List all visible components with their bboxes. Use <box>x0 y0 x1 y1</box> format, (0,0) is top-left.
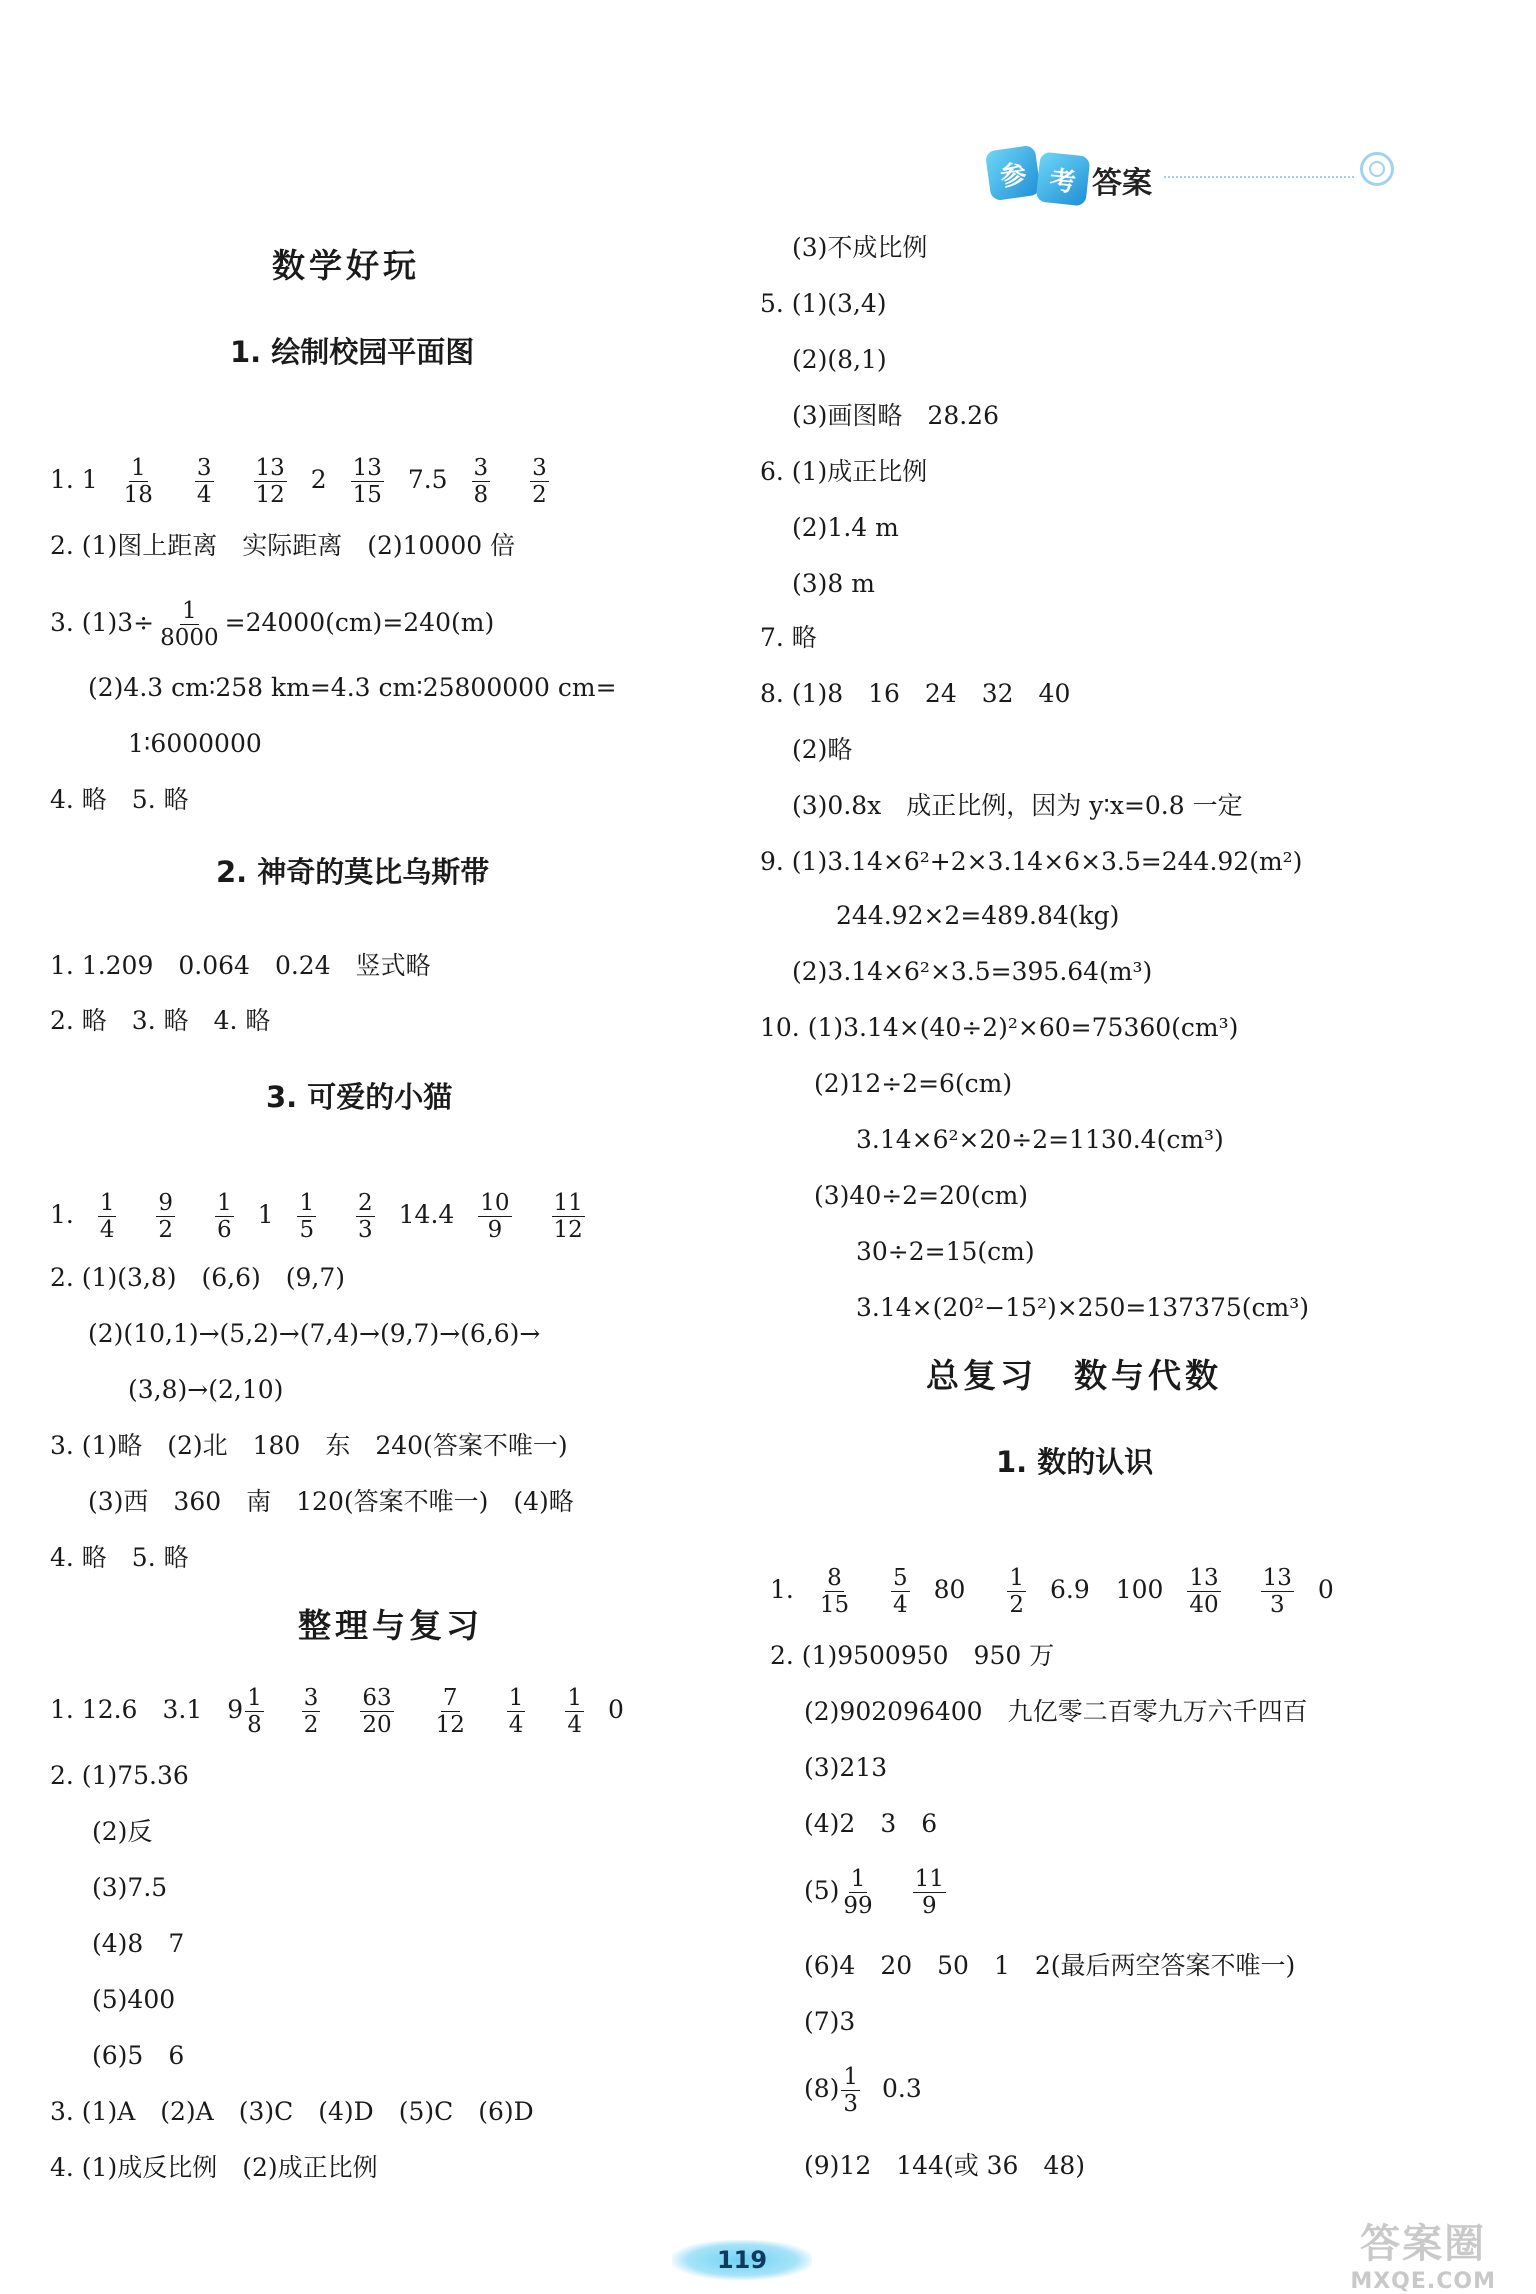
denominator: 4 <box>99 1217 115 1243</box>
numerator: 13 <box>1189 1565 1219 1591</box>
fraction <box>158 598 221 651</box>
r-line-10-5: 30÷2=15(cm) <box>856 1237 1035 1266</box>
numerator: 1 <box>850 1866 866 1892</box>
watermark <box>1350 2212 1496 2294</box>
numerator: 3 <box>196 455 212 481</box>
subsection-title-3: 3. 可爱的小猫 <box>266 1080 453 1114</box>
line-prefix: 1. 12.6 3.1 9 <box>50 1695 244 1724</box>
expr-part: =24000(cm)=240(m) <box>224 608 495 637</box>
r-line-10-1: 10. (1)3.14×(40÷2)²×60=75360(cm³) <box>760 1013 1239 1042</box>
numerator: 1 <box>567 1685 583 1711</box>
numerator: 1 <box>130 455 146 481</box>
numerator: 1 <box>508 1685 524 1711</box>
numerator: 13 <box>352 455 382 481</box>
number-line-2-1: 2. (1)9500950 950 万 <box>770 1641 1055 1670</box>
denominator: 4 <box>567 1712 583 1738</box>
value: 0.3 <box>882 2074 922 2103</box>
denominator: 4 <box>508 1712 524 1738</box>
numerator: 1 <box>299 1190 315 1216</box>
subsection-title-shu: 1. 数的认识 <box>996 1445 1154 1479</box>
review-line-2-3: (3)7.5 <box>92 1873 168 1902</box>
r-line-10-6: 3.14×(20²−15²)×250=137375(cm³) <box>856 1293 1310 1322</box>
r-line-6-3: (3)8 m <box>792 569 875 598</box>
number-line-2-4: (4)2 3 6 <box>804 1809 938 1838</box>
denominator: 4 <box>196 482 212 508</box>
denominator: 18 <box>123 482 153 508</box>
denominator: 99 <box>843 1893 873 1919</box>
denominator: 12 <box>255 482 285 508</box>
fraction <box>297 1190 316 1243</box>
denominator: 9 <box>921 1893 937 1919</box>
value: 2 <box>310 465 327 494</box>
fraction <box>98 1190 117 1243</box>
number-line-2-7: (7)3 <box>804 2007 856 2036</box>
numerator: 1 <box>247 1685 262 1711</box>
denominator: 2 <box>303 1712 319 1738</box>
numerator: 3 <box>473 455 489 481</box>
denominator: 2 <box>1009 1592 1025 1618</box>
review-line-1 <box>50 1685 624 1738</box>
denominator: 3 <box>358 1217 373 1243</box>
r-line-7: 7. 略 <box>760 623 817 652</box>
denominator: 20 <box>362 1712 392 1738</box>
numerator: 1 <box>182 598 197 624</box>
answer-line-3-1 <box>50 1190 601 1243</box>
r-line-10-2: (2)12÷2=6(cm) <box>814 1069 1013 1098</box>
fraction <box>434 1685 467 1738</box>
fraction <box>818 1565 851 1618</box>
page-number: 119 <box>672 2240 812 2280</box>
value: 14.4 <box>398 1200 455 1229</box>
denominator: 12 <box>553 1217 583 1243</box>
denominator: 40 <box>1189 1592 1219 1618</box>
subsection-title-2: 2. 神奇的莫比乌斯带 <box>216 855 490 889</box>
dotted-decoration <box>1164 176 1354 178</box>
denominator: 4 <box>893 1592 908 1618</box>
denominator: 3 <box>1269 1592 1285 1618</box>
denominator: 5 <box>299 1217 315 1243</box>
numerator: 2 <box>358 1190 373 1216</box>
section-title-shuxue: 数学好玩 <box>272 246 420 285</box>
badge-pill-kao: 考 <box>1036 152 1091 207</box>
subsection-title-1: 1. 绘制校园平面图 <box>230 335 475 369</box>
answer-line-1-1 <box>50 455 565 508</box>
r-line-9-2: 244.92×2=489.84(kg) <box>836 901 1120 930</box>
review-line-4: 4. (1)成反比例 (2)成正比例 <box>50 2153 378 2182</box>
numerator: 1 <box>99 1190 115 1216</box>
answer-line-1-4: 4. 略 5. 略 <box>50 785 189 814</box>
fraction <box>565 1685 584 1738</box>
answer-line-3-3-2: (3)西 360 南 120(答案不唯一) (4)略 <box>88 1487 574 1516</box>
r-line-8-1: 8. (1)8 16 24 32 40 <box>760 679 1071 708</box>
review-line-2-5: (5)400 <box>92 1985 176 2014</box>
fraction <box>1261 1565 1294 1618</box>
numerator: 3 <box>303 1685 319 1711</box>
number-line-2-5 <box>804 1866 962 1919</box>
fraction <box>360 1685 393 1738</box>
denominator: 8000 <box>160 625 219 651</box>
fraction <box>552 1190 585 1243</box>
numerator: 63 <box>362 1685 392 1711</box>
r-line-10-4: (3)40÷2=20(cm) <box>814 1181 1029 1210</box>
numerator: 3 <box>532 455 547 481</box>
fraction <box>841 1866 874 1919</box>
denominator: 2 <box>532 482 547 508</box>
answer-line-2-2: 2. 略 3. 略 4. 略 <box>50 1006 271 1035</box>
numerator: 1 <box>217 1190 232 1216</box>
numerator: 9 <box>158 1190 174 1216</box>
badge-pill-can: 参 <box>985 145 1041 201</box>
expr-part: 3. (1)3÷ <box>50 608 155 637</box>
value: 100 <box>1115 1575 1164 1604</box>
line-prefix: 1. <box>50 1200 74 1229</box>
answer-line-1-3 <box>50 598 494 651</box>
value: 6.9 <box>1050 1575 1090 1604</box>
answer-line-3-3: 3. (1)略 (2)北 180 东 240(答案不唯一) <box>50 1431 568 1460</box>
fraction <box>245 1685 264 1738</box>
number-line-2-9: (9)12 144(或 36 48) <box>804 2151 1086 2180</box>
r-line-10-3: 3.14×6²×20÷2=1130.4(cm³) <box>856 1125 1224 1154</box>
denominator: 6 <box>217 1217 232 1243</box>
fraction <box>841 2064 860 2117</box>
fraction <box>351 455 384 508</box>
review-line-3: 3. (1)A (2)A (3)C (4)D (5)C (6)D <box>50 2097 534 2126</box>
review-line-2-1: 2. (1)75.36 <box>50 1761 189 1790</box>
sun-icon <box>1360 152 1394 186</box>
denominator: 15 <box>352 482 382 508</box>
fraction <box>302 1685 321 1738</box>
numerator: 13 <box>255 455 285 481</box>
number-line-2-2: (2)902096400 九亿零二百零九万六千四百 <box>804 1697 1308 1726</box>
r-line-6-2: (2)1.4 m <box>792 513 899 542</box>
line-prefix: 1. 1 <box>50 465 98 494</box>
r-line-5-3: (3)画图略 28.26 <box>792 401 999 430</box>
fraction <box>891 1565 910 1618</box>
answer-line-3-2: 2. (1)(3,8) (6,6) (9,7) <box>50 1263 346 1292</box>
numerator: 11 <box>914 1866 944 1892</box>
numerator: 1 <box>843 2064 859 2090</box>
r-line-8-2: (2)略 <box>792 735 853 764</box>
denominator: 3 <box>843 2091 859 2117</box>
answer-line-1-3-2: (2)4.3 cm∶258 km=4.3 cm∶25800000 cm= <box>88 673 617 702</box>
number-line-2-8 <box>804 2064 922 2117</box>
section-title-zong: 总复习 数与代数 <box>926 1356 1222 1395</box>
numerator: 1 <box>1009 1565 1025 1591</box>
answer-line-2-1: 1. 1.209 0.064 0.24 竖式略 <box>50 951 431 980</box>
value: 0 <box>1317 1575 1334 1604</box>
numerator: 8 <box>827 1565 842 1591</box>
answer-line-3-2-3: (3,8)→(2,10) <box>128 1375 284 1404</box>
fraction <box>156 1190 175 1243</box>
fraction <box>195 455 214 508</box>
r-line-4-3: (3)不成比例 <box>792 233 928 262</box>
numerator: 7 <box>442 1685 458 1711</box>
numerator: 11 <box>553 1190 583 1216</box>
numerator: 10 <box>480 1190 510 1216</box>
fraction <box>122 455 155 508</box>
value: 1 <box>257 1200 274 1229</box>
answer-header-badge <box>988 148 1408 208</box>
r-line-5-1: 5. (1)(3,4) <box>760 289 887 318</box>
fraction <box>507 1685 526 1738</box>
denominator: 9 <box>487 1217 503 1243</box>
number-line-1 <box>770 1565 1334 1618</box>
value: 0 <box>607 1695 624 1724</box>
fraction <box>530 455 549 508</box>
fraction <box>472 455 491 508</box>
watermark-title: 答案圈 <box>1360 2221 1487 2267</box>
answer-line-1-2: 2. (1)图上距离 实际距离 (2)10000 倍 <box>50 531 516 560</box>
answer-line-3-4: 4. 略 5. 略 <box>50 1543 189 1572</box>
r-line-9-1: 9. (1)3.14×6²+2×3.14×6×3.5=244.92(m²) <box>760 847 1303 876</box>
fraction <box>215 1190 234 1243</box>
number-line-2-6: (6)4 20 50 1 2(最后两空答案不唯一) <box>804 1951 1296 1980</box>
fraction <box>356 1190 375 1243</box>
value: 7.5 <box>407 465 448 494</box>
fraction <box>1007 1565 1026 1618</box>
line-prefix: (5) <box>804 1876 840 1905</box>
answer-line-1-3-3: 1∶6000000 <box>128 729 262 758</box>
review-line-2-4: (4)8 7 <box>92 1929 185 1958</box>
watermark-url: MXQE.COM <box>1350 2269 1496 2294</box>
fraction <box>913 1866 946 1919</box>
r-line-6-1: 6. (1)成正比例 <box>760 457 928 486</box>
review-line-2-6: (6)5 6 <box>92 2041 185 2070</box>
r-line-8-3: (3)0.8x 成正比例，因为 y∶x=0.8 一定 <box>792 791 1243 820</box>
denominator: 12 <box>435 1712 465 1738</box>
fraction <box>254 455 287 508</box>
fraction <box>478 1190 511 1243</box>
section-title-zhengli: 整理与复习 <box>298 1606 483 1645</box>
numerator: 5 <box>893 1565 908 1591</box>
r-line-9-3: (2)3.14×6²×3.5=395.64(m³) <box>792 957 1153 986</box>
number-line-2-3: (3)213 <box>804 1753 888 1782</box>
review-line-2-2: (2)反 <box>92 1817 153 1846</box>
numerator: 13 <box>1262 1565 1292 1591</box>
denominator: 2 <box>158 1217 174 1243</box>
line-prefix: 1. <box>770 1575 794 1604</box>
line-prefix: (8) <box>804 2074 840 2103</box>
value: 80 <box>933 1575 966 1604</box>
r-line-5-2: (2)(8,1) <box>792 345 887 374</box>
badge-label: 答案 <box>1092 166 1152 201</box>
denominator: 15 <box>819 1592 850 1618</box>
fraction <box>1187 1565 1220 1618</box>
answer-line-3-2-2: (2)(10,1)→(5,2)→(7,4)→(9,7)→(6,6)→ <box>88 1319 541 1348</box>
denominator: 8 <box>473 482 489 508</box>
denominator: 8 <box>247 1712 262 1738</box>
